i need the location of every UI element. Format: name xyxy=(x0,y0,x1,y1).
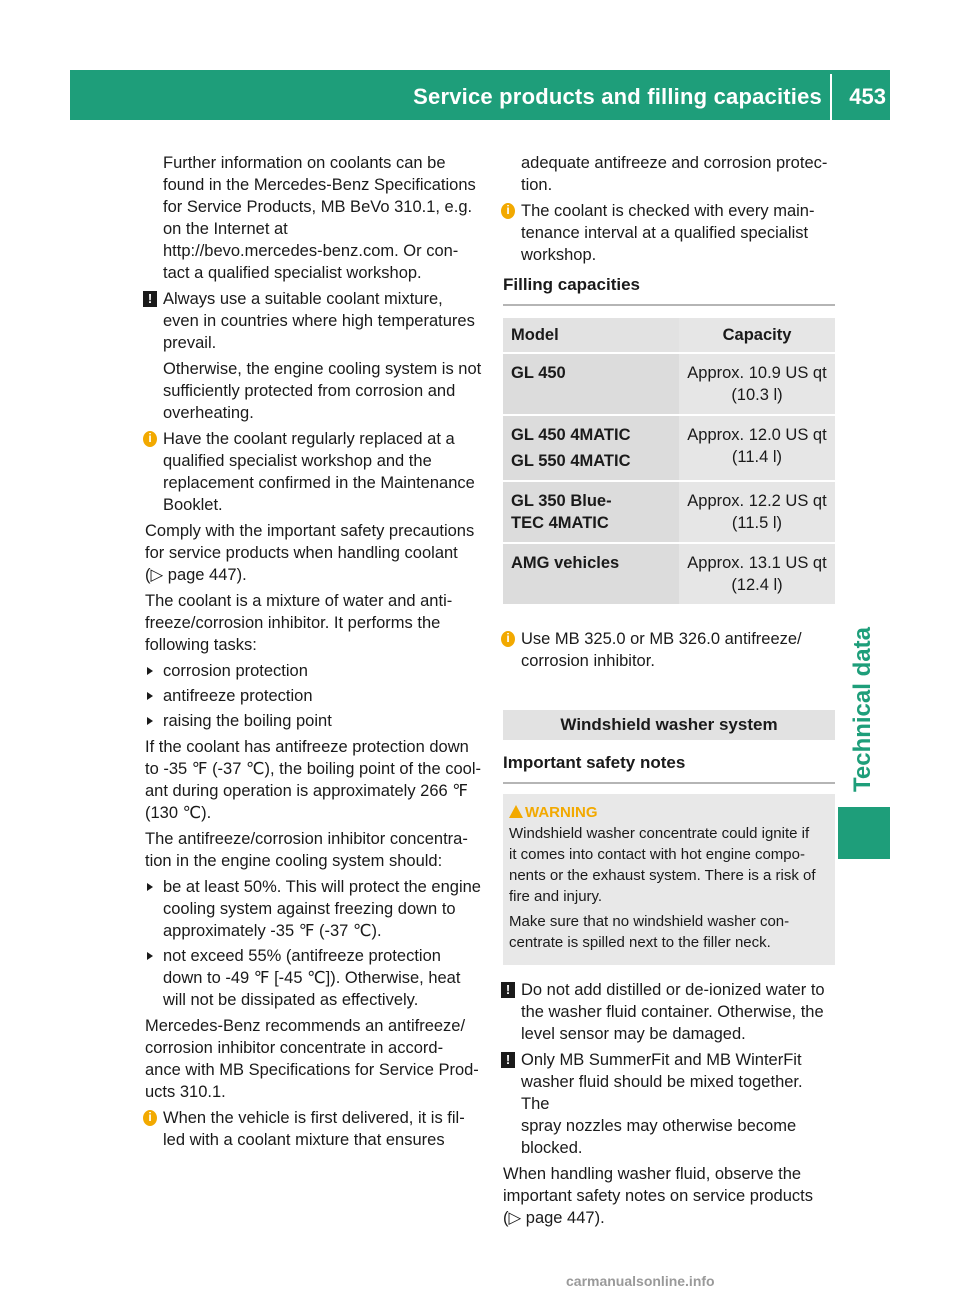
info-icon: i xyxy=(143,431,157,447)
text-line: adequate antifreeze and corrosion protec- xyxy=(521,154,828,172)
text-line: the washer fluid container. Otherwise, the xyxy=(521,1003,824,1021)
paragraph-washer-fluid xyxy=(503,1163,835,1229)
column-header-capacity: Capacity xyxy=(679,318,835,352)
text-line: replacement confirmed in the Maintenance xyxy=(163,474,475,492)
info-icon: i xyxy=(501,631,515,647)
exclamation-icon: ! xyxy=(143,291,157,307)
text-line: fire and injury. xyxy=(509,888,603,905)
text-line: overheating. xyxy=(163,404,254,422)
header-title: Service products and filling capacities xyxy=(413,84,822,109)
text-line: GL 350 Blue- xyxy=(511,492,612,510)
watermark: carmanualsonline.info xyxy=(566,1273,715,1289)
list-item xyxy=(145,945,482,1011)
note-text xyxy=(521,200,835,266)
page-header xyxy=(70,70,890,120)
text-line: Make sure that no windshield washer con- xyxy=(509,913,790,930)
text-line: be at least 50%. This will protect the engine xyxy=(163,878,481,896)
text-line: TEC 4MATIC xyxy=(511,514,609,532)
capacity-cell xyxy=(679,544,835,604)
paragraph-continued xyxy=(503,152,835,196)
warning-triangle-icon xyxy=(509,805,523,818)
text-line: Always use a suitable coolant mixture, xyxy=(163,290,443,308)
text-line: led with a coolant mixture that ensures xyxy=(163,1131,445,1149)
text-line: tact a qualified specialist workshop. xyxy=(163,264,422,282)
text-line: approximately -35 ℉ (-37 ℃). xyxy=(163,922,382,940)
text-line: Approx. 10.9 US qt xyxy=(687,364,827,382)
text-line: The antifreeze/corrosion inhibitor concentra- xyxy=(145,830,468,848)
warning-header xyxy=(509,802,829,823)
text-line: (130 ℃). xyxy=(145,804,212,822)
text-line: following tasks: xyxy=(145,636,257,654)
note-text xyxy=(163,1107,482,1151)
text-line: sufficiently protected from corrosion and xyxy=(163,382,456,400)
text-line: Otherwise, the engine cooling system is not xyxy=(163,360,482,378)
exclamation-icon: ! xyxy=(501,982,515,998)
header-divider xyxy=(830,74,832,120)
left-column xyxy=(145,152,482,1155)
text-line: cooling system against freezing down to xyxy=(163,900,456,918)
text-line: GL 450 xyxy=(511,364,566,382)
text-line: on the Internet at xyxy=(163,220,288,238)
caution-note-coolant-mixture xyxy=(145,288,482,424)
page-number: 453 xyxy=(849,84,886,109)
text-line: (10.3 l) xyxy=(731,386,783,404)
list-item: raising the boiling point xyxy=(145,710,482,732)
info-note-check xyxy=(503,200,835,266)
text-line: down to -49 ℉ [-45 ℃]). Otherwise, heat xyxy=(163,969,461,987)
note-text xyxy=(521,979,835,1045)
text-line: Have the coolant regularly replaced at a xyxy=(163,430,455,448)
text-line: If the coolant has antifreeze protection down xyxy=(145,738,469,756)
paragraph-recommend xyxy=(145,1015,482,1103)
text-line: When the vehicle is first delivered, it is fil- xyxy=(163,1109,465,1127)
text-line: (12.4 l) xyxy=(731,576,783,594)
caution-note-summerfit xyxy=(503,1049,835,1159)
model-cell xyxy=(503,416,679,480)
table-row xyxy=(503,482,835,542)
exclamation-icon: ! xyxy=(501,1052,515,1068)
column-header-model: Model xyxy=(503,318,679,352)
text-line: important safety notes on service products xyxy=(503,1187,813,1205)
table-row xyxy=(503,416,835,480)
capacity-cell xyxy=(679,482,835,542)
tasks-list xyxy=(145,660,482,732)
paragraph-boiling xyxy=(145,736,482,824)
filling-capacities-title: Filling capacities xyxy=(503,274,835,306)
table-row xyxy=(503,544,835,604)
capacity-cell xyxy=(679,416,835,480)
text-line: tenance interval at a qualified specialist xyxy=(521,224,809,242)
text-line: (▷ page 447). xyxy=(503,1209,605,1227)
warning-text xyxy=(509,823,829,907)
note-text xyxy=(521,628,835,672)
text-line: for Service Products, MB BeVo 310.1, e.g. xyxy=(163,198,473,216)
paragraph-safety xyxy=(145,520,482,586)
text-line: corrosion inhibitor. xyxy=(521,652,655,670)
right-column xyxy=(503,152,835,1233)
text-line: ance with MB Specifications for Service Prod- xyxy=(145,1061,479,1079)
text-line: When handling washer fluid, observe the xyxy=(503,1165,802,1183)
text-line: (11.4 l) xyxy=(731,448,783,466)
text-line: Comply with the important safety precautions xyxy=(145,522,475,540)
text-line: found in the Mercedes-Benz Specifications xyxy=(163,176,476,194)
text-line: (11.5 l) xyxy=(731,514,783,532)
info-note-delivery xyxy=(145,1107,482,1151)
note-text xyxy=(521,1049,835,1159)
info-icon: i xyxy=(143,1110,157,1126)
text-line: spray nozzles may otherwise become xyxy=(521,1117,797,1135)
text-line: Mercedes-Benz recommends an antifreeze/ xyxy=(145,1017,466,1035)
coolant-info-paragraph xyxy=(145,152,482,284)
model-cell xyxy=(503,482,679,542)
text-line: http://bevo.mercedes-benz.com. Or con- xyxy=(163,242,459,260)
text-line: nents or the exhaust system. There is a risk of xyxy=(509,867,816,884)
note-text xyxy=(163,358,482,424)
text-line: blocked. xyxy=(521,1139,583,1157)
side-tab-label: Technical data xyxy=(849,627,876,792)
text-line: Approx. 13.1 US qt xyxy=(687,554,827,572)
text-line: even in countries where high temperatures xyxy=(163,312,475,330)
info-note-replace xyxy=(145,428,482,516)
concentration-list xyxy=(145,876,482,1011)
paragraph-concentration xyxy=(145,828,482,872)
washer-system-heading: Windshield washer system xyxy=(503,710,835,740)
text-line: ucts 310.1. xyxy=(145,1083,226,1101)
text-line: will not be dissipated as effectively. xyxy=(163,991,419,1009)
warning-box xyxy=(503,794,835,965)
table-row xyxy=(503,354,835,414)
text-line: prevail. xyxy=(163,334,217,352)
text-line: tion in the engine cooling system should: xyxy=(145,852,443,870)
text-line: corrosion inhibitor concentrate in accord- xyxy=(145,1039,444,1057)
text-line: Only MB SummerFit and MB WinterFit xyxy=(521,1051,802,1069)
warning-label: WARNING xyxy=(525,804,598,821)
text-line: The coolant is checked with every main- xyxy=(521,202,815,220)
text-line: GL 450 4MATIC xyxy=(511,426,631,444)
text-line: Further information on coolants can be xyxy=(163,154,446,172)
text-line: Use MB 325.0 or MB 326.0 antifreeze/ xyxy=(521,630,802,648)
text-line: for service products when handling coolant xyxy=(145,544,458,562)
text-line: Windshield washer concentrate could ignite if xyxy=(509,825,810,842)
paragraph-mixture xyxy=(145,590,482,656)
text-line: not exceed 55% (antifreeze protection xyxy=(163,947,441,965)
text-line: centrate is spilled next to the filler neck. xyxy=(509,934,771,951)
text-line: washer fluid should be mixed together. The xyxy=(521,1073,803,1113)
text-line: freeze/corrosion inhibitor. It performs the xyxy=(145,614,441,632)
text-line: level sensor may be damaged. xyxy=(521,1025,746,1043)
list-item xyxy=(145,876,482,942)
side-tab-marker xyxy=(838,807,890,859)
text-line: The coolant is a mixture of water and anti- xyxy=(145,592,453,610)
list-item: antifreeze protection xyxy=(145,685,482,707)
capacities-table xyxy=(503,316,835,606)
text-line: ant during operation is approximately 266 ℉ xyxy=(145,782,468,800)
text-line: tion. xyxy=(521,176,553,194)
caution-note-distilled xyxy=(503,979,835,1045)
text-line: to -35 ℉ (-37 ℃), the boiling point of the cool- xyxy=(145,760,481,778)
list-item: corrosion protection xyxy=(145,660,482,682)
text-line: (▷ page 447). xyxy=(145,566,247,584)
info-icon: i xyxy=(501,203,515,219)
text-line: GL 550 4MATIC xyxy=(511,452,631,470)
text-line: AMG vehicles xyxy=(511,554,620,572)
warning-text xyxy=(509,911,829,953)
note-text xyxy=(163,428,482,516)
safety-notes-title: Important safety notes xyxy=(503,752,835,784)
info-note-antifreeze xyxy=(503,628,835,672)
text-line: Approx. 12.0 US qt xyxy=(687,426,827,444)
note-text xyxy=(163,288,482,354)
text-line: it comes into contact with hot engine compo- xyxy=(509,846,805,863)
text-line: qualified specialist workshop and the xyxy=(163,452,432,470)
model-cell xyxy=(503,354,679,414)
text-line: Do not add distilled or de-ionized water to xyxy=(521,981,825,999)
text-line: workshop. xyxy=(521,246,597,264)
model-cell xyxy=(503,544,679,604)
text-line: Booklet. xyxy=(163,496,223,514)
text-line: Approx. 12.2 US qt xyxy=(687,492,827,510)
capacity-cell xyxy=(679,354,835,414)
